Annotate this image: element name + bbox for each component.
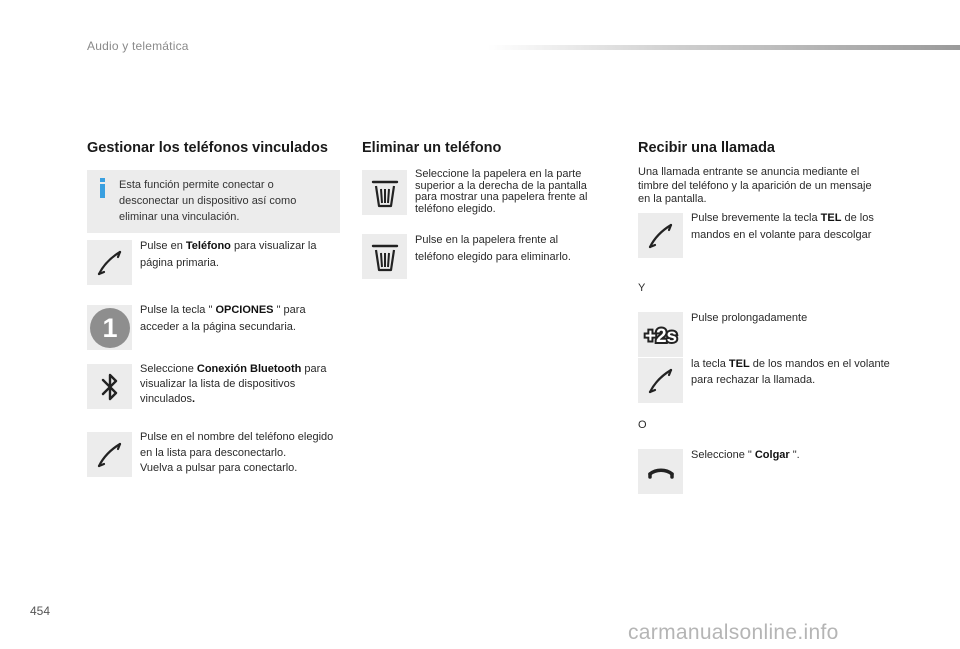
step-delete-text: Pulse en la papelera frente al teléfono elegido para eliminarlo. (415, 234, 571, 263)
step-disconnect-text: Pulse en el nombre del teléfono elegido en la lista para desconectarlo. Vuelva a pulsar para conectarlo. (140, 431, 334, 474)
receive-call-intro: Una llamada entrante se anuncia mediante el timbre del teléfono y la aparición de un mensaje en la pantalla. (638, 166, 872, 205)
watermark: carmanualsonline.info (628, 621, 839, 644)
info-note-box (87, 170, 340, 233)
step-opciones-text: Pulse la tecla " OPCIONES " para acceder a la página secundaria. (140, 304, 306, 333)
trash-icon (362, 170, 407, 215)
phone-handset-icon (638, 358, 683, 403)
separator-o: O (638, 419, 647, 431)
step-telefono-text: Pulse en Teléfono para visualizar la página primaria. (140, 240, 317, 269)
section-title-delete-phone: Eliminar un teléfono (362, 140, 502, 156)
phone-handset-icon (87, 240, 132, 285)
separator-y: Y (638, 282, 646, 294)
info-note-text: Esta función permite conectar o desconectar un dispositivo así como eliminar una vinculación. (119, 179, 297, 223)
bluetooth-icon (87, 364, 132, 409)
phone-handset-icon (87, 432, 132, 477)
phone-handset-icon (638, 213, 683, 258)
number-1-label: 1 (101, 312, 118, 343)
step-bluetooth-text: Seleccione Conexión Bluetooth para visualizar la lista de dispositivos vinculados. (140, 363, 327, 405)
section-title-receive-call: Recibir una llamada (638, 140, 775, 156)
hang-up-icon (638, 449, 683, 494)
page-header-title: Audio y telemática (87, 39, 189, 53)
step-hangup-text: Seleccione " Colgar ". (691, 449, 800, 461)
number-1-icon (87, 305, 132, 350)
header-gradient-bar (488, 45, 960, 50)
step-long-press-text: Pulse prolongadamente (691, 312, 808, 324)
info-icon (99, 178, 106, 198)
trash-icon (362, 234, 407, 279)
step-answer-text: Pulse brevemente la tecla TEL de los mandos en el volante para descolgar (691, 212, 874, 241)
page-number: 454 (30, 604, 51, 618)
plus-2s-icon (638, 312, 683, 357)
step-select-trash-text: Seleccione la papelera en la parte superior a la derecha de la pantalla para mostrar una papelera frente al teléfono elegido. (415, 168, 588, 215)
section-title-manage-phones: Gestionar los teléfonos vinculados (87, 140, 328, 156)
step-reject-text: la tecla TEL de los mandos en el volante para rechazar la llamada. (691, 358, 890, 386)
plus-2s-label: +2s (644, 325, 677, 347)
